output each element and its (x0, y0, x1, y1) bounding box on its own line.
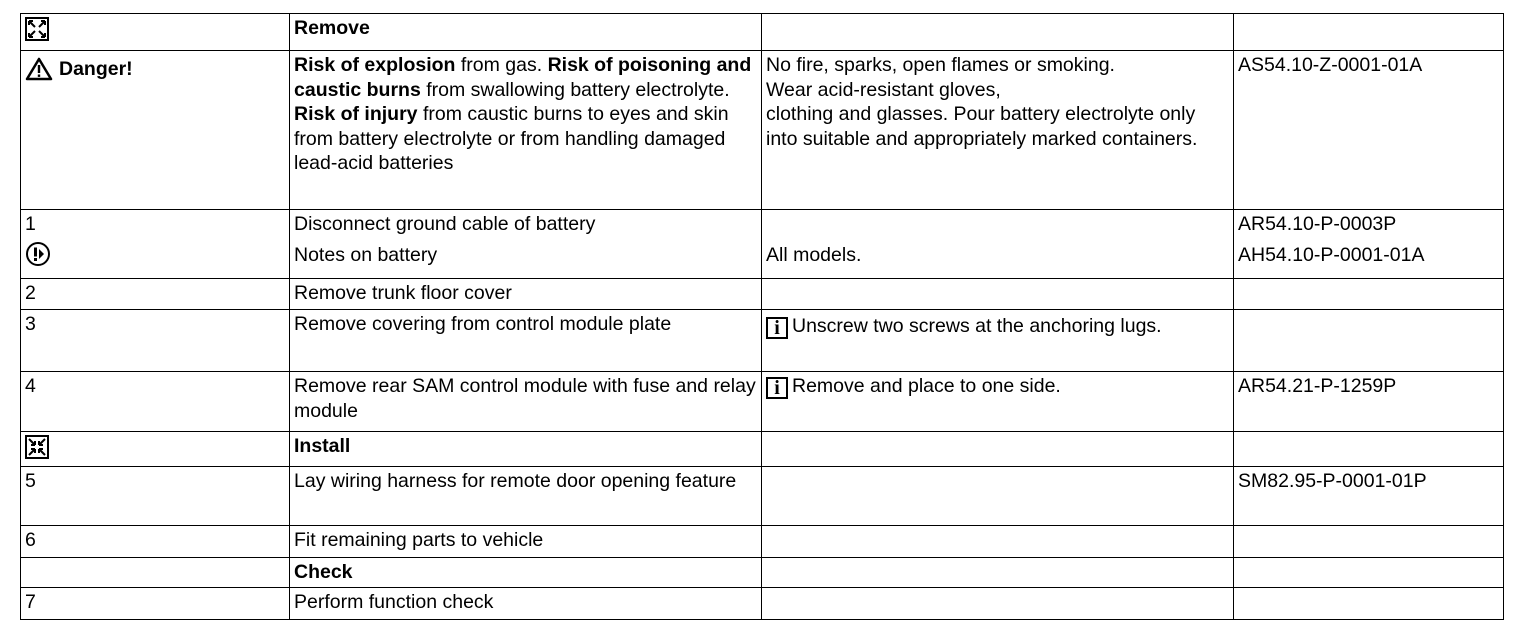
note-doc-ref[interactable]: AH54.10-P-0001-01A (1238, 243, 1425, 266)
table-row-remove (21, 14, 1504, 51)
step-text: Remove trunk floor cover (290, 279, 762, 310)
doc-ref[interactable]: SM82.95-P-0001-01P (1234, 467, 1504, 526)
step-text: Remove covering from control module plate (290, 310, 762, 372)
step-text: Perform function check (290, 588, 762, 620)
step-info: Remove and place to one side. (792, 375, 1061, 397)
info-icon: i (766, 317, 788, 339)
step-number: 2 (21, 279, 290, 310)
step-text: Disconnect ground cable of battery (294, 213, 596, 235)
note-text: Notes on battery (294, 243, 438, 266)
table-row-2 (21, 279, 1504, 310)
danger-measures: No fire, sparks, open flames or smoking. Wear acid-resistant gloves, clothing and glasses. Pour battery electrolyte only into suitable and appropriately marked containers. (762, 51, 1234, 210)
table-row-check (21, 558, 1504, 588)
table-row-4 (21, 372, 1504, 432)
danger-label: Danger! (25, 57, 133, 82)
step-text: Lay wiring harness for remote door opening feature (290, 467, 762, 526)
step-text: Fit remaining parts to vehicle (290, 526, 762, 558)
step-number: 7 (21, 588, 290, 620)
danger-description: Risk of explosion from gas. Risk of poisoning and caustic burns from swallowing battery electrolyte. Risk of injury from caustic burns to eyes and skin from battery electrolyte or from handling damaged lead-acid batteries (290, 51, 762, 210)
table-row-1 (21, 210, 1504, 279)
section-title-check: Check (290, 558, 762, 588)
table-row-install (21, 432, 1504, 467)
table-row-6 (21, 526, 1504, 558)
table-row-5 (21, 467, 1504, 526)
step-number: 6 (21, 526, 290, 558)
info-icon: i (766, 377, 788, 399)
note-info: All models. (766, 243, 862, 266)
warning-triangle-icon (25, 57, 53, 81)
note-symbol-icon (25, 241, 51, 267)
danger-doc-ref[interactable]: AS54.10-Z-0001-01A (1234, 51, 1504, 210)
section-title-remove: Remove (290, 14, 762, 51)
step-number: 5 (21, 467, 290, 526)
doc-ref[interactable]: AR54.10-P-0003P (1238, 213, 1397, 235)
remove-symbol-icon (25, 17, 49, 41)
table-row-7 (21, 588, 1504, 620)
step-number: 4 (21, 372, 290, 432)
step-info: Unscrew two screws at the anchoring lugs. (792, 315, 1162, 337)
table-row-danger (21, 51, 1504, 210)
table-row-3 (21, 310, 1504, 372)
procedure-table (20, 13, 1504, 620)
step-number: 1 (25, 213, 36, 235)
step-number: 3 (21, 310, 290, 372)
doc-ref[interactable]: AR54.21-P-1259P (1234, 372, 1504, 432)
step-text: Remove rear SAM control module with fuse and relay module (290, 372, 762, 432)
section-title-install: Install (290, 432, 762, 467)
install-symbol-icon (25, 435, 49, 459)
